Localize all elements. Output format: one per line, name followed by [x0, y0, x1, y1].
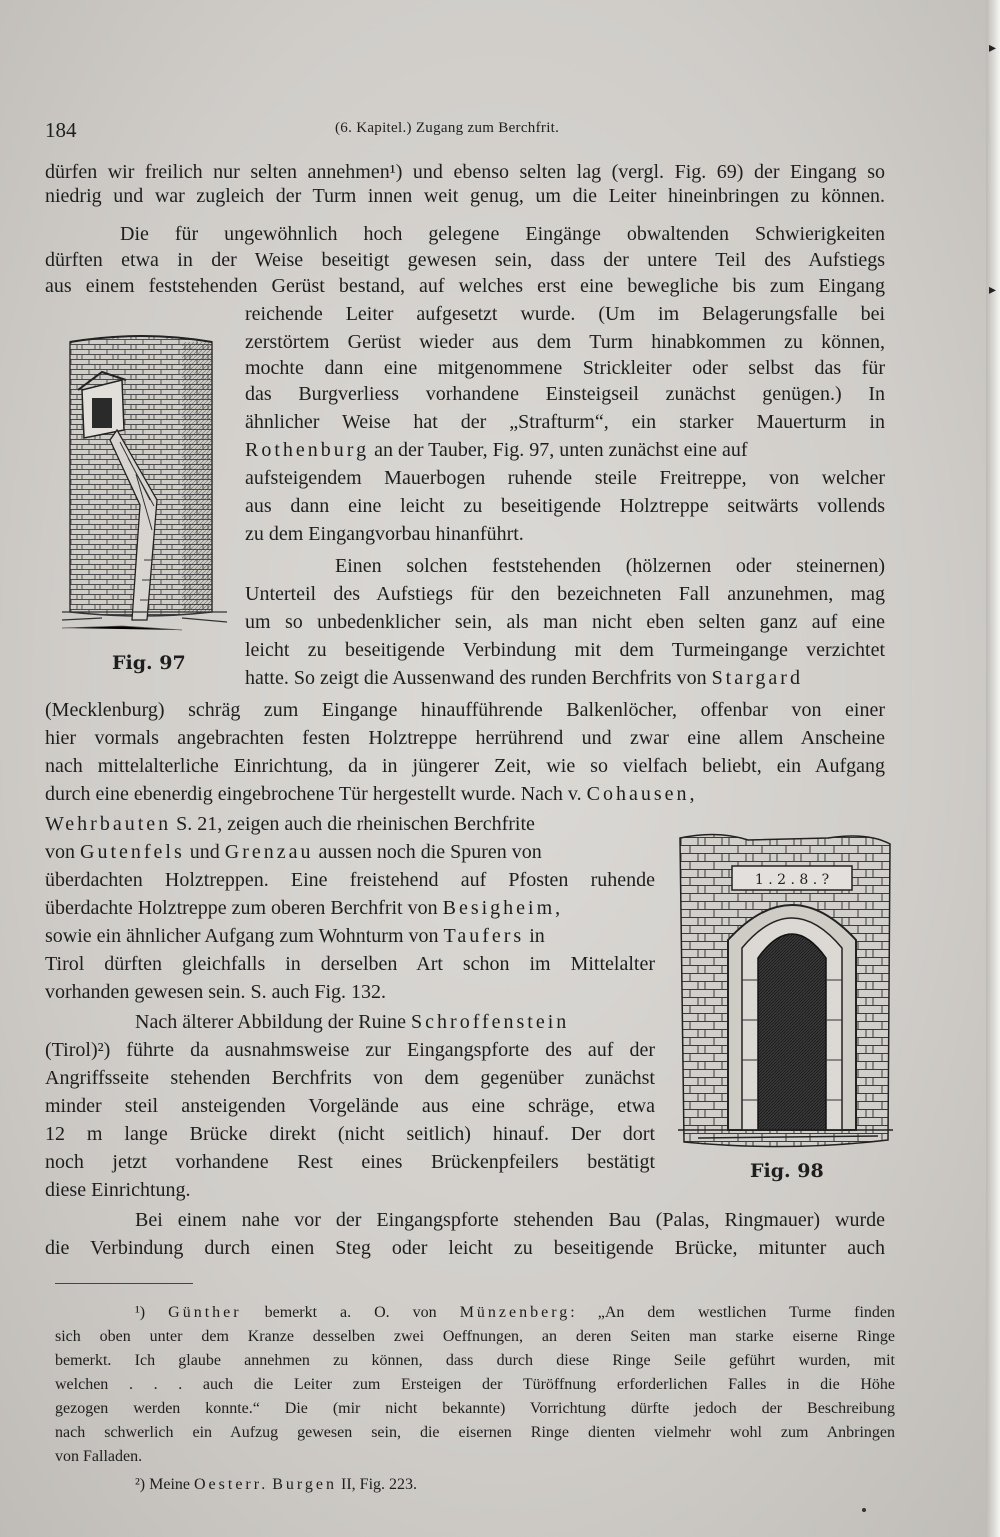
place-name: Taufers [443, 925, 525, 947]
chapter-title: (6. Kapitel.) Zugang zum Berchfrit. [335, 120, 560, 136]
text-line: dürften etwa in der Weise beseitigt gewesen sein, dass der untere Teil des Aufstiegs [45, 249, 885, 271]
text-line: von Gutenfels und Grenzau aussen noch die Spuren von [45, 841, 542, 863]
figure-caption: Fig. 97 [112, 652, 186, 674]
text-line: zerstörtem Gerüst wieder aus dem Turm hinabkommen zu können, [245, 331, 885, 353]
lintel-inscription: 1 . 2 . 8 . ? [754, 872, 830, 888]
footnote-line: ¹) Günther bemerkt a. O. von Münzenberg: „An dem westlichen Turme finden [135, 1304, 896, 1321]
text-line: ähnlicher Weise hat der „Strafturm“, ein starker Mauerturm in [245, 411, 885, 433]
text-line: aufsteigendem Mauerbogen ruhende steile Freitreppe, von welcher [245, 467, 885, 489]
ink-dot [862, 1508, 866, 1512]
text-line: vorhanden gewesen sein. S. auch Fig. 132. [45, 981, 387, 1003]
text-line: Unterteil des Aufstiegs für den bezeichneten Fall anzunehmen, mag [245, 583, 885, 605]
text-line: dürfen wir freilich nur selten annehmen¹) und ebenso selten lag (vergl. Fig. 69) der Eingang so [45, 161, 885, 183]
text-line: Rothenburg an der Tauber, Fig. 97, unten zunächst eine auf [245, 439, 748, 461]
place-name: Gutenfels [80, 841, 185, 863]
text-line: überdachten Holztreppen. Eine freistehend auf Pfosten ruhende [45, 869, 655, 891]
text-line: niedrig und war zugleich der Turm innen weit genug, um die Leiter hineinbringen zu können. [45, 185, 885, 207]
fig97-tower-illustration [62, 330, 227, 648]
text-line: minder steil ansteigenden Vorgelände aus eine schräge, etwa [45, 1095, 655, 1117]
text-line: nach mittelalterliche Einrichtung, da in jüngerer Zeit, wie so vielfach beliebt, ein Aufgang [45, 755, 885, 777]
author-name: Cohausen, [586, 783, 698, 805]
author-name: Günther [168, 1304, 242, 1321]
text-line: aus einem feststehenden Gerüst bestand, auf welches erst eine bewegliche bis zum Eingang [45, 275, 885, 297]
footnote-line: bemerkt. Ich glaube annehmen zu können, dass durch diese Ringe Seile geführt wurden, mit [55, 1352, 895, 1369]
book-title: Burgen [272, 1476, 338, 1493]
text-line: hatte. So zeigt die Aussenwand des runden Berchfrits von Stargard [245, 667, 803, 689]
footnote-line: gezogen werden konnte.“ Die (mir nicht bekannte) Vorrichtung dürfte jedoch der Beschreibung [55, 1400, 895, 1417]
text-line: Tirol dürften gleichfalls in derselben Art schon im Mittelalter [45, 953, 655, 975]
place-name: Besigheim, [442, 897, 564, 919]
text-line: durch eine ebenerdig eingebrochene Tür hergestellt wurde. Nach v. Cohausen, [45, 783, 698, 805]
text-line: Einen solchen feststehenden (hölzernen oder steinernen) [335, 555, 885, 577]
text-line: (Mecklenburg) schräg zum Eingange hinaufführende Balkenlöcher, offenbar von einer [45, 699, 885, 721]
figure-caption: Fig. 98 [750, 1160, 824, 1182]
place-name: Grenzau [224, 841, 314, 863]
text-line: sowie ein ähnlicher Aufgang zum Wohnturm von Taufers in [45, 925, 545, 947]
text-line: 12 m lange Brücke direkt (nicht seitlich) hinauf. Der dort [45, 1123, 655, 1145]
place-name: Münzenberg [459, 1304, 571, 1321]
text-line: zu dem Eingangvorbau hinanführt. [245, 523, 524, 545]
text-line: Nach älterer Abbildung der Ruine Schroffenstein [135, 1011, 570, 1033]
text-line: (Tirol)²) führte da ausnahmsweise zur Eingangspforte des auf der [45, 1039, 655, 1061]
page-edge [986, 0, 1000, 1537]
running-header [45, 116, 895, 146]
footnote-line: welchen . . . auch die Leiter zum Ersteigen der Türöffnung erforderlichen Falles in die Höhe [55, 1376, 895, 1393]
footnote-line: sich oben unter dem Kranze desselben zwei Oeffnungen, an deren Seiten man starke eiserne Ringe [55, 1328, 895, 1345]
text-line: Die für ungewöhnlich hoch gelegene Eingänge obwaltenden Schwierigkeiten [120, 223, 885, 245]
text-line: überdachte Holztreppe zum oberen Berchfrit von Besigheim, [45, 897, 564, 919]
text-line: Wehrbauten S. 21, zeigen auch die rheinischen Berchfrite [45, 813, 535, 835]
page-number: 184 [45, 118, 77, 142]
place-name: Rothenburg [245, 439, 370, 461]
text-line: mochte dann eine mitgenommene Strickleiter oder selbst das für [245, 357, 885, 379]
text-line: hier vormals angebrachten festen Holztreppe herrührend und zwar eine allem Anscheine [45, 727, 885, 749]
text-line: noch jetzt vorhandene Rest eines Brückenpfeilers bestätigt [45, 1151, 655, 1173]
book-title: Oesterr. [194, 1476, 269, 1493]
edge-mark: ▸ [988, 41, 996, 56]
footnote-line: ²) Meine Oesterr. Burgen II, Fig. 223. [135, 1476, 418, 1493]
footnote-rule [55, 1283, 193, 1284]
place-name: Schroffenstein [411, 1011, 570, 1033]
fig98-portal-illustration [678, 830, 893, 1155]
text-line: Angriffsseite stehenden Berchfrits von dem gegenüber zunächst [45, 1067, 655, 1089]
footnote-line: nach schwerlich ein Aufzug gewesen sein, die eisernen Ringe dienten vielmehr wohl zum Anbringen [55, 1424, 895, 1441]
text-line: die Verbindung durch einen Steg oder leicht zu beseitigende Brücke, mitunter auch [45, 1237, 885, 1259]
text-line: Bei einem nahe vor der Eingangspforte stehenden Bau (Palas, Ringmauer) wurde [135, 1209, 885, 1231]
edge-mark: ▸ [988, 283, 996, 298]
text-line: leicht zu beseitigende Verbindung mit dem Turmeingange verzichtet [245, 639, 885, 661]
text-line: diese Einrichtung. [45, 1179, 191, 1201]
text-line: um so unbedenklicher sein, als man nicht eben selten ganz auf eine [245, 611, 885, 633]
text-line: reichende Leiter aufgesetzt wurde. (Um im Belagerungsfalle bei [245, 303, 885, 325]
text-line: aus dann eine leicht zu beseitigende Holztreppe seitwärts vollends [245, 495, 885, 517]
text-line: das Burgverliess vorhandene Einsteigseil zunächst genügen.) In [245, 383, 885, 405]
footnote-line: von Falladen. [55, 1448, 143, 1465]
book-title: Wehrbauten [45, 813, 172, 835]
place-name: Stargard [711, 667, 803, 689]
